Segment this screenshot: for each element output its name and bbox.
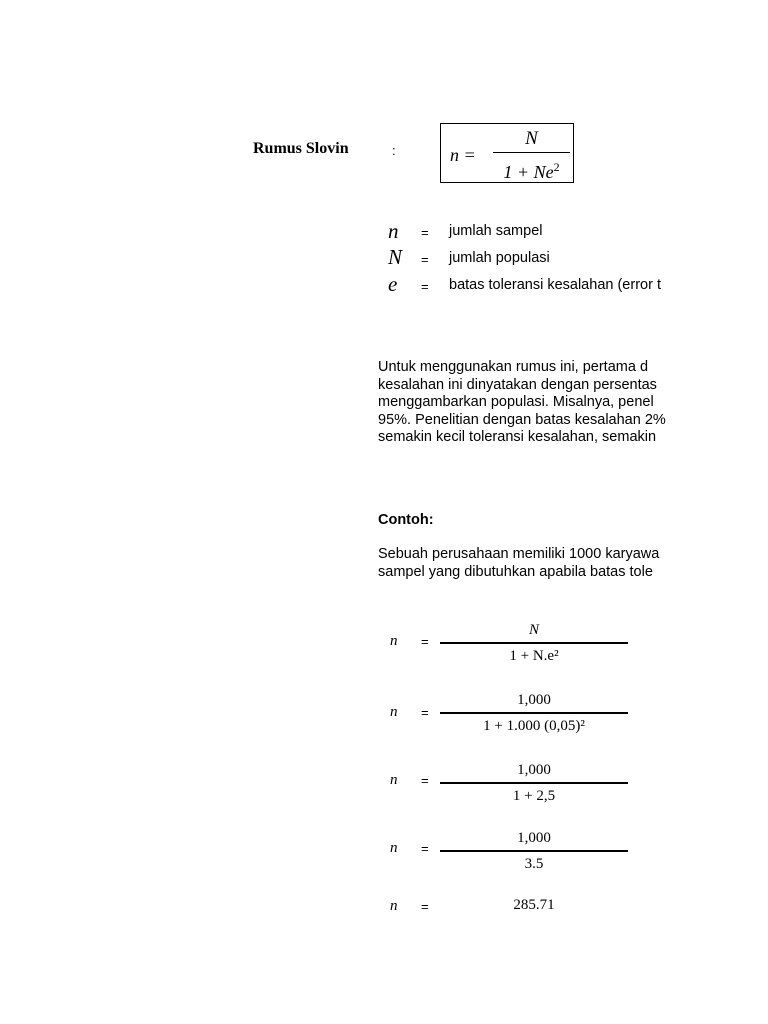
calc-fraction-bar bbox=[440, 712, 628, 714]
calc-fraction bbox=[440, 761, 628, 805]
calc-denominator: 1 + N.e² bbox=[509, 648, 559, 664]
result-equals: = bbox=[421, 899, 429, 914]
paragraph-line: semakin kecil toleransi kesalahan, semakin bbox=[378, 429, 657, 445]
calc-fraction-bar bbox=[440, 782, 628, 784]
formula-denominator-base: 1 + Ne bbox=[503, 162, 554, 182]
slovin-formula-box bbox=[440, 123, 574, 183]
calc-lhs: n bbox=[390, 840, 398, 856]
calc-numerator: 1,000 bbox=[517, 692, 551, 708]
example-heading: Contoh: bbox=[378, 512, 434, 528]
calc-fraction bbox=[440, 691, 628, 735]
definition-symbol-big-n: N bbox=[388, 245, 403, 269]
formula-numerator: N bbox=[525, 128, 538, 149]
formula-fraction-bar bbox=[493, 152, 570, 153]
calc-equals: = bbox=[421, 841, 429, 856]
paragraph-line: kesalahan ini dinyatakan dengan persentas bbox=[378, 376, 657, 393]
paragraph-line: Untuk menggunakan rumus ini, pertama d bbox=[378, 359, 649, 375]
formula-lhs: n = bbox=[450, 145, 476, 165]
definition-text-n: jumlah sampel bbox=[449, 223, 543, 239]
calc-equals: = bbox=[421, 773, 429, 788]
calc-numerator: 1,000 bbox=[517, 762, 551, 778]
explanation-paragraph bbox=[378, 359, 691, 447]
definition-text-e: batas toleransi kesalahan (error t bbox=[449, 277, 661, 293]
paragraph-line: 95%. Penelitian dengan batas kesalahan 2% bbox=[378, 411, 666, 428]
calc-fraction-bar bbox=[440, 850, 628, 852]
calc-equals: = bbox=[421, 705, 429, 720]
definition-equals: = bbox=[421, 279, 429, 294]
calc-equals: = bbox=[421, 634, 429, 649]
example-text bbox=[378, 546, 659, 581]
calc-numerator: 1,000 bbox=[517, 830, 551, 846]
formula-denominator-exponent: 2 bbox=[553, 160, 560, 174]
calc-denominator: 1 + 1.000 (0,05)² bbox=[483, 718, 585, 734]
definition-text-big-n: jumlah populasi bbox=[449, 250, 550, 266]
formula-title: Rumus Slovin bbox=[253, 140, 349, 157]
calc-fraction bbox=[440, 621, 628, 665]
calc-lhs: n bbox=[390, 633, 398, 649]
example-line: sampel yang dibutuhkan apabila batas tole bbox=[378, 563, 653, 580]
calc-denominator: 3.5 bbox=[524, 856, 544, 872]
calc-fraction bbox=[440, 829, 628, 873]
definition-symbol-e: e bbox=[388, 272, 398, 296]
definition-symbol-n: n bbox=[388, 219, 399, 243]
calc-fraction-bar bbox=[440, 642, 628, 644]
calc-numerator: N bbox=[528, 622, 539, 638]
calc-lhs: n bbox=[390, 704, 398, 720]
example-line: Sebuah perusahaan memiliki 1000 karyawa bbox=[378, 546, 660, 562]
result-lhs: n bbox=[390, 898, 398, 914]
paragraph-line: menggambarkan populasi. Misalnya, penel bbox=[378, 394, 654, 410]
calc-lhs: n bbox=[390, 772, 398, 788]
calc-denominator: 1 + 2,5 bbox=[512, 788, 556, 804]
definition-equals: = bbox=[421, 225, 429, 240]
formula-fraction bbox=[493, 128, 570, 183]
formula-denominator bbox=[493, 156, 570, 183]
result-value: 285.71 bbox=[513, 897, 555, 913]
definition-equals: = bbox=[421, 252, 429, 267]
title-colon: : bbox=[392, 143, 396, 158]
